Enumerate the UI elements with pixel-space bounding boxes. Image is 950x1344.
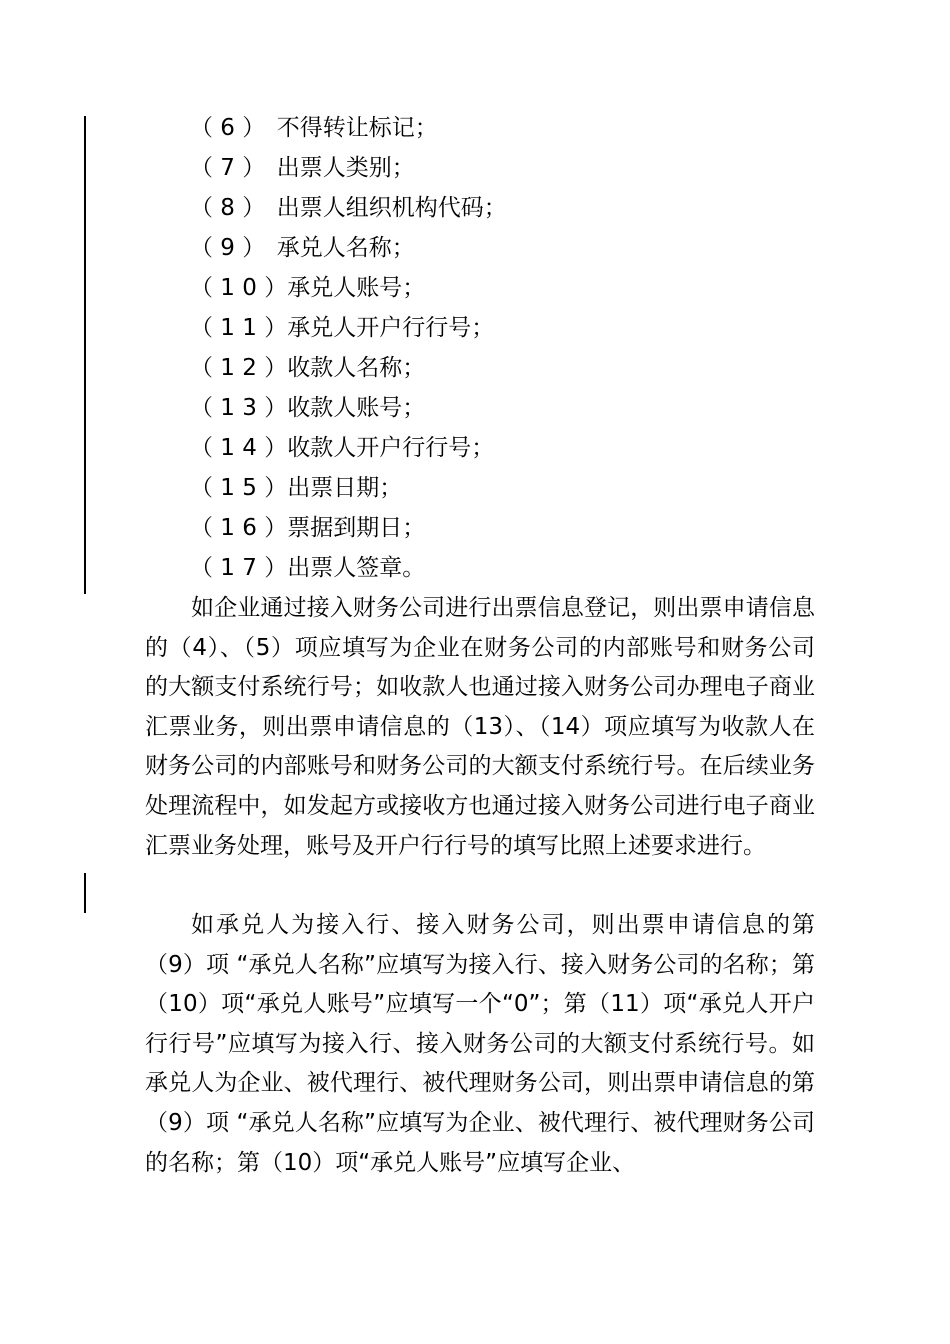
- list-item: （ 7 ） 出票人类别；: [190, 155, 415, 181]
- paragraph-acceptor: 如承兑人为接入行、接入财务公司，则出票申请信息的第（9）项 “承兑人名称”应填写为接入行、接入财务公司的名称；第（10）项“承兑人账号”应填写一个“0”；第（11）项“承兑人开户行行号”应填写为接入行、接入财务公司的大额支付系统行号。如承兑人为企业、被代理行、被代理财务公司，则出票申请信息的第（9）项 “承兑人名称”应填写为企业、被代理行、被代理财务公司的名称；第（10）项“承兑人账号”应填写企业、: [145, 912, 815, 1176]
- field-list: [190, 108, 507, 588]
- list-item: （ 1 4 ）收款人开户行行号；: [190, 435, 495, 461]
- list-item: （ 1 3 ）收款人账号；: [190, 395, 426, 421]
- list-item: （ 1 6 ）票据到期日；: [190, 515, 426, 541]
- list-item: （ 8 ） 出票人组织机构代码；: [190, 195, 507, 221]
- list-item: （ 1 5 ）出票日期；: [190, 475, 403, 501]
- revision-bar: [84, 116, 86, 594]
- list-item: （ 6 ） 不得转让标记；: [190, 115, 438, 141]
- paragraph-finance-company: 如企业通过接入财务公司进行出票信息登记，则出票申请信息的（4）、（5）项应填写为企业在财务公司的内部账号和财务公司的大额支付系统行号；如收款人也通过接入财务公司办理电子商业汇票业务，则出票申请信息的（13）、（14）项应填写为收款人在财务公司的内部账号和财务公司的大额支付系统行号。在后续业务处理流程中，如发起方或接收方也通过接入财务公司进行电子商业汇票业务处理，账号及开户行行号的填写比照上述要求进行。: [145, 595, 815, 859]
- list-item: （ 1 1 ）承兑人开户行行号；: [190, 315, 495, 341]
- list-item: （ 9 ） 承兑人名称；: [190, 235, 415, 261]
- list-item: （ 1 7 ）出票人签章。: [190, 555, 426, 581]
- list-item: （ 1 2 ）收款人名称；: [190, 355, 426, 381]
- revision-bar: [84, 873, 86, 913]
- list-item: （ 1 0 ）承兑人账号；: [190, 275, 426, 301]
